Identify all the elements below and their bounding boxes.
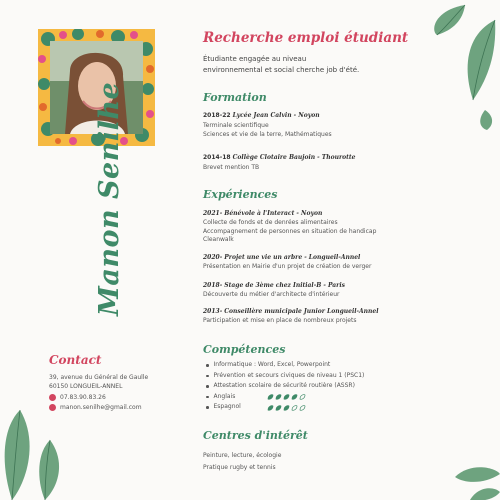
email-icon xyxy=(49,404,56,411)
entry-line: Sciences et vie de la terre, Mathématiques xyxy=(203,130,332,138)
formation-entry-title xyxy=(203,154,355,161)
leaf-decoration-bottom-right xyxy=(450,462,500,500)
leaf-decoration-top-right xyxy=(425,0,500,130)
interest-line: Pratique rugby et tennis xyxy=(203,464,276,471)
experience-title: 2018- Stage de 3ème chez Initial-B - Paris xyxy=(203,282,346,289)
level-leaf-empty-icon xyxy=(291,405,298,411)
formation-entry-title xyxy=(203,112,332,119)
entry-dates: 2014-18 xyxy=(203,154,231,161)
intro-text xyxy=(203,54,423,76)
entry-line: Accompagnement de personnes en situation de handicap xyxy=(203,227,377,235)
bullet-icon xyxy=(206,385,209,388)
bullet-icon xyxy=(206,375,209,378)
email-text: manon.senilhe@gmail.com xyxy=(60,404,142,411)
leaf-decoration-bottom-left xyxy=(0,400,70,500)
experience-title: 2021- Bénévole à l'Interact - Noyon xyxy=(203,210,323,217)
formation-entry xyxy=(203,112,332,139)
language-item xyxy=(206,392,364,403)
formation-entry xyxy=(203,154,355,173)
list-item-text: Informatique : Word, Excel, Powerpoint xyxy=(213,361,331,368)
competences-heading: Compétences xyxy=(203,343,286,356)
entry-line: Participation et mise en place de nombreux projets xyxy=(203,317,357,324)
list-item-text: Attestation scolaire de sécurité routière (ASSR) xyxy=(213,382,355,390)
bullet-icon xyxy=(206,364,209,367)
entry-line: Terminale scientifique xyxy=(203,122,269,129)
contact-phone[interactable] xyxy=(49,394,106,401)
interets-list xyxy=(203,450,281,474)
experience-entry xyxy=(203,308,378,326)
level-leaf-filled-icon xyxy=(275,394,282,400)
contact-email[interactable] xyxy=(49,404,142,411)
intro-line: environnemental et social cherche job d'été. xyxy=(203,66,360,74)
experience-entry xyxy=(203,210,376,245)
language-label: Anglais xyxy=(213,392,236,400)
experience-title: 2013- Conseillère municipale Junior Longueil-Annel xyxy=(203,308,379,315)
interest-line: Peinture, lecture, écologie xyxy=(203,452,282,459)
address-line: 39, avenue du Général de Gaulle xyxy=(49,374,149,381)
entry-line: Brevet mention TB xyxy=(203,164,260,171)
address-line: 60150 LONGUEIL-ANNEL xyxy=(49,383,123,390)
list-item-text: Prévention et secours civiques de niveau 1 (PSC1) xyxy=(213,371,365,379)
experiences-heading: Expériences xyxy=(203,188,278,201)
phone-icon xyxy=(49,394,56,401)
entry-dates: 2018-22 xyxy=(203,112,231,119)
language-level xyxy=(267,405,306,411)
bullet-icon xyxy=(206,396,209,399)
level-leaf-empty-icon xyxy=(299,394,306,400)
entry-line: Cleanwalk xyxy=(203,236,234,243)
formation-heading: Formation xyxy=(203,91,267,104)
contact-heading: Contact xyxy=(49,353,102,367)
list-item xyxy=(206,381,364,392)
level-leaf-filled-icon xyxy=(267,394,274,400)
candidate-name: Manon Senilhe xyxy=(94,81,125,316)
page-title: Recherche emploi étudiant xyxy=(203,30,409,46)
level-leaf-filled-icon xyxy=(275,405,282,411)
level-leaf-filled-icon xyxy=(283,405,290,411)
level-leaf-empty-icon xyxy=(299,405,306,411)
experience-entry xyxy=(203,282,345,300)
interets-heading: Centres d'intérêt xyxy=(203,429,308,442)
language-label: Espagnol xyxy=(213,403,241,411)
entry-line: Collecte de fonds et de denrées alimentaires xyxy=(203,219,338,226)
language-item xyxy=(206,402,364,413)
list-item xyxy=(206,360,364,371)
competences-list xyxy=(206,360,364,413)
bullet-icon xyxy=(206,406,209,409)
language-level xyxy=(267,394,306,400)
experience-entry xyxy=(203,254,371,272)
entry-school: Collège Clotaire Baujoin - Thourotte xyxy=(232,154,356,161)
entry-line: Découverte du métier d'architecte d'intérieur xyxy=(203,291,340,298)
entry-line: Présentation en Mairie d'un projet de création de verger xyxy=(203,263,372,270)
experience-title: 2020- Projet une vie un arbre - Longueil-Annel xyxy=(203,254,361,261)
intro-line: Étudiante engagée au niveau xyxy=(203,55,307,63)
phone-text: 07.83.90.83.26 xyxy=(60,394,106,401)
level-leaf-filled-icon xyxy=(283,394,290,400)
list-item xyxy=(206,371,364,382)
contact-address xyxy=(49,373,148,391)
level-leaf-filled-icon xyxy=(291,394,298,400)
level-leaf-filled-icon xyxy=(267,405,274,411)
entry-school: Lycée Jean Calvin - Noyon xyxy=(232,112,320,119)
